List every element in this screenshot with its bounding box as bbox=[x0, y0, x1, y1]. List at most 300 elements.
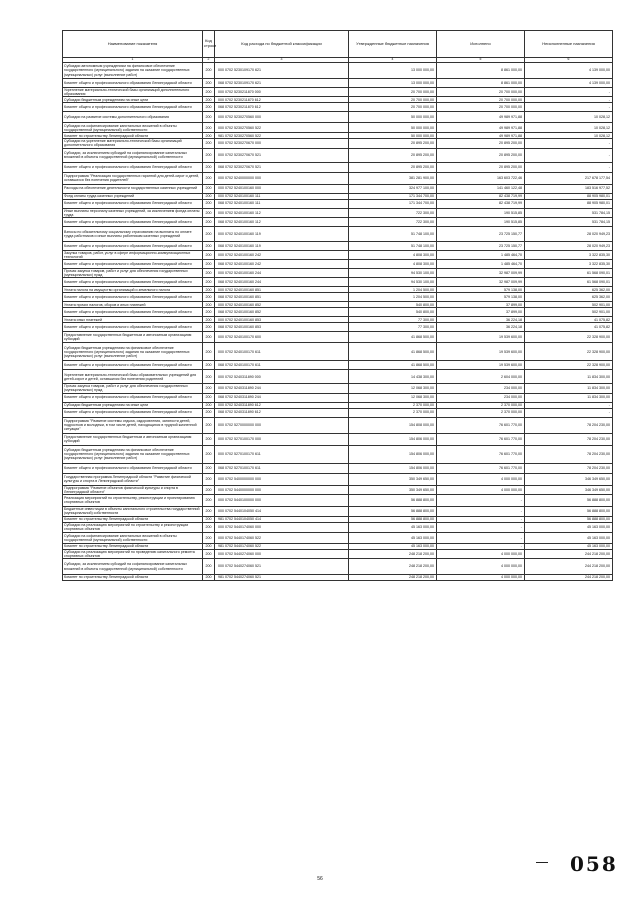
cell-unexecuted: 78 204 230,00 bbox=[525, 417, 613, 433]
table-body bbox=[63, 63, 613, 581]
cell-executed: 4 000 000,00 bbox=[437, 559, 525, 575]
cell-line-code: 200 bbox=[203, 199, 215, 208]
cell-unexecuted: 502 901,00 bbox=[525, 308, 613, 317]
table-row bbox=[63, 208, 613, 217]
cell-executed: 76 601 770,00 bbox=[437, 463, 525, 473]
cell-approved: 20 700 000,00 bbox=[349, 88, 437, 97]
cell-line-code: 200 bbox=[203, 133, 215, 139]
cell-line-code: 200 bbox=[203, 97, 215, 103]
cell-executed: 19 539 600,00 bbox=[437, 332, 525, 343]
cell-budget-code: 000 0702 5240311890 244 bbox=[215, 384, 349, 393]
table-row bbox=[63, 393, 613, 402]
cell-approved: 248 218 200,00 bbox=[349, 559, 437, 575]
cell-budget-code: 000 0702 5240100170 611 bbox=[215, 343, 349, 361]
cell-line-code: 200 bbox=[203, 63, 215, 79]
cell-budget-code: 000 0702 5240100160 853 bbox=[215, 317, 349, 323]
cell-line-code: 200 bbox=[203, 317, 215, 323]
cell-executed: 1 485 464,70 bbox=[437, 250, 525, 259]
cell-budget-code: 981 0702 5230270560 522 bbox=[215, 133, 349, 139]
column-number: 3 bbox=[215, 58, 349, 63]
cell-executed: 76 601 770,00 bbox=[437, 417, 525, 433]
cell-line-code: 200 bbox=[203, 172, 215, 184]
cell-indicator-name: Предоставление государственных бюджетным и автономным организациям субсидий bbox=[63, 332, 203, 343]
cell-unexecuted: 531 784,15 bbox=[525, 217, 613, 226]
cell-indicator-name: Комитет общего и профессионального образования Ленинградской области bbox=[63, 162, 203, 172]
cell-indicator-name: Уплата иных платежей bbox=[63, 317, 203, 323]
cell-line-code: 200 bbox=[203, 293, 215, 302]
cell-executed: 579 138,00 bbox=[437, 293, 525, 302]
cell-budget-code: 068 0702 5240100160 111 bbox=[215, 199, 349, 208]
cell-approved: 56 888 800,00 bbox=[349, 506, 437, 516]
header-approved: Утвержденные бюджетные назначения bbox=[349, 31, 437, 58]
cell-unexecuted: 217 678 177,54 bbox=[525, 172, 613, 184]
cell-unexecuted: 346 349 650,00 bbox=[525, 485, 613, 494]
cell-line-code: 200 bbox=[203, 361, 215, 370]
page-number: 56 bbox=[317, 876, 323, 882]
cell-approved: 171 344 700,00 bbox=[349, 199, 437, 208]
cell-approved: 154 806 000,00 bbox=[349, 445, 437, 463]
cell-unexecuted: 41 075,82 bbox=[525, 323, 613, 332]
cell-unexecuted: - bbox=[525, 162, 613, 172]
cell-approved: 94 530 100,00 bbox=[349, 269, 437, 278]
cell-indicator-name: Комитет общего и профессионального образования Ленинградской области bbox=[63, 217, 203, 226]
cell-executed: 4 000 000,00 bbox=[437, 549, 525, 558]
table-row bbox=[63, 506, 613, 516]
cell-budget-code: 068 0702 5240100160 112 bbox=[215, 217, 349, 226]
cell-budget-code: 000 0702 5440174060 522 bbox=[215, 532, 349, 543]
cell-budget-code: 000 0702 5240100160 852 bbox=[215, 302, 349, 308]
cell-unexecuted: - bbox=[525, 103, 613, 112]
cell-approved: 1 204 500,00 bbox=[349, 293, 437, 302]
cell-approved: 51 748 100,00 bbox=[349, 226, 437, 241]
cell-executed: 1 485 464,70 bbox=[437, 260, 525, 269]
cell-approved: 56 888 800,00 bbox=[349, 516, 437, 522]
cell-budget-code: 000 0702 5440104050 414 bbox=[215, 506, 349, 516]
cell-budget-code: 000 0702 5440000000 000 bbox=[215, 485, 349, 494]
cell-budget-code: 068 0702 5240100160 119 bbox=[215, 241, 349, 250]
cell-budget-code: 000 0702 5230270560 522 bbox=[215, 123, 349, 133]
cell-approved: 20 895 200,00 bbox=[349, 148, 437, 162]
cell-indicator-name: Субсидии бюджетным учреждениям на иные цели bbox=[63, 402, 203, 408]
cell-unexecuted: 244 218 200,00 bbox=[525, 559, 613, 575]
cell-budget-code: 000 0702 5240100160 242 bbox=[215, 250, 349, 259]
cell-approved: 51 748 100,00 bbox=[349, 241, 437, 250]
table-row bbox=[63, 408, 613, 417]
cell-line-code: 200 bbox=[203, 323, 215, 332]
cell-executed: 23 725 150,77 bbox=[437, 226, 525, 241]
cell-indicator-name: Комитет общего и профессионального образования Ленинградской области bbox=[63, 308, 203, 317]
cell-unexecuted: 45 163 000,00 bbox=[525, 522, 613, 532]
cell-approved: 350 349 650,00 bbox=[349, 485, 437, 494]
column-number: 5 bbox=[437, 58, 525, 63]
cell-unexecuted: 10 028,12 bbox=[525, 123, 613, 133]
cell-executed: 76 601 770,00 bbox=[437, 445, 525, 463]
cell-executed: 20 700 000,00 bbox=[437, 88, 525, 97]
cell-unexecuted: 625 362,00 bbox=[525, 293, 613, 302]
table-row bbox=[63, 260, 613, 269]
cell-approved: 381 281 900,00 bbox=[349, 172, 437, 184]
cell-unexecuted: 78 204 230,00 bbox=[525, 463, 613, 473]
cell-line-code: 200 bbox=[203, 162, 215, 172]
cell-unexecuted: 78 204 230,00 bbox=[525, 445, 613, 463]
cell-indicator-name: Подпрограмма "Реализация государственных гарантий для детей-сирот и детей, оставшихся без попечения родителей" bbox=[63, 172, 203, 184]
cell-unexecuted: 244 218 200,00 bbox=[525, 575, 613, 581]
table-row bbox=[63, 226, 613, 241]
cell-approved: 324 977 100,00 bbox=[349, 184, 437, 193]
cell-approved: 41 868 500,00 bbox=[349, 332, 437, 343]
cell-line-code: 200 bbox=[203, 226, 215, 241]
cell-line-code: 200 bbox=[203, 302, 215, 308]
cell-approved: 20 700 000,00 bbox=[349, 97, 437, 103]
cell-unexecuted: 61 568 090,01 bbox=[525, 278, 613, 287]
table-row bbox=[63, 162, 613, 172]
cell-line-code: 200 bbox=[203, 532, 215, 543]
cell-line-code: 200 bbox=[203, 278, 215, 287]
separator-dash bbox=[536, 862, 548, 863]
cell-approved: 350 349 650,00 bbox=[349, 473, 437, 485]
cell-unexecuted: 10 028,12 bbox=[525, 112, 613, 123]
cell-executed: 234 000,00 bbox=[437, 384, 525, 393]
cell-budget-code: 000 0702 5230270560 000 bbox=[215, 112, 349, 123]
column-number: 4 bbox=[349, 58, 437, 63]
cell-executed: 2 604 000,00 bbox=[437, 370, 525, 384]
header-budget-code: Код расхода по бюджетной классификации bbox=[215, 31, 349, 58]
cell-unexecuted: 61 568 090,01 bbox=[525, 269, 613, 278]
cell-line-code: 200 bbox=[203, 516, 215, 522]
cell-unexecuted: 11 834 300,00 bbox=[525, 370, 613, 384]
cell-line-code: 200 bbox=[203, 559, 215, 575]
cell-executed: 8 861 000,00 bbox=[437, 79, 525, 88]
column-number: 6 bbox=[525, 58, 613, 63]
cell-line-code: 200 bbox=[203, 522, 215, 532]
cell-executed: 20 700 000,00 bbox=[437, 97, 525, 103]
cell-line-code: 200 bbox=[203, 217, 215, 226]
cell-unexecuted: 88 905 980,01 bbox=[525, 193, 613, 199]
cell-indicator-name: Субсидии, за исключением субсидий на софинансирование капитальных вложений в объекты государственной (муниципальной) собственности bbox=[63, 148, 203, 162]
cell-indicator-name: Взносы по обязательному социальному страхованию на выплаты по оплате труда работников и иные выплаты работникам казенных учреждений bbox=[63, 226, 203, 241]
cell-approved: 13 000 000,00 bbox=[349, 63, 437, 79]
cell-approved: 20 895 200,00 bbox=[349, 162, 437, 172]
cell-budget-code: 000 0702 5240311890 000 bbox=[215, 370, 349, 384]
table-row bbox=[63, 370, 613, 384]
cell-approved: 4 808 300,00 bbox=[349, 250, 437, 259]
cell-approved: 45 163 000,00 bbox=[349, 522, 437, 532]
cell-budget-code: 981 0702 5440104050 414 bbox=[215, 516, 349, 522]
cell-budget-code: 000 0702 5240000000 000 bbox=[215, 172, 349, 184]
column-number: 1 bbox=[63, 58, 203, 63]
cell-executed: 32 987 009,99 bbox=[437, 278, 525, 287]
cell-budget-code: 068 0702 5230270670 521 bbox=[215, 162, 349, 172]
cell-approved: 20 700 000,00 bbox=[349, 103, 437, 112]
cell-executed: 190 515,85 bbox=[437, 217, 525, 226]
cell-indicator-name: Субсидии бюджетным учреждениям на финансовое обеспечение государственного (муниципального) задания на оказание государственных (муниципальных) услуг (выполнение работ) bbox=[63, 343, 203, 361]
cell-approved: 45 163 000,00 bbox=[349, 543, 437, 549]
cell-executed: 141 460 122,48 bbox=[437, 184, 525, 193]
table-row bbox=[63, 123, 613, 133]
cell-approved: 171 344 700,00 bbox=[349, 193, 437, 199]
table-row bbox=[63, 485, 613, 494]
cell-approved: 540 800,00 bbox=[349, 308, 437, 317]
cell-indicator-name: Комитет по строительству Ленинградской области bbox=[63, 516, 203, 522]
cell-line-code: 200 bbox=[203, 575, 215, 581]
cell-approved: 540 800,00 bbox=[349, 302, 437, 308]
cell-line-code: 200 bbox=[203, 269, 215, 278]
cell-line-code: 200 bbox=[203, 148, 215, 162]
cell-executed: 8 861 000,00 bbox=[437, 63, 525, 79]
cell-budget-code: 000 0702 5230270670 000 bbox=[215, 139, 349, 148]
cell-indicator-name: Комитет общего и профессионального образования Ленинградской области bbox=[63, 293, 203, 302]
cell-budget-code: 068 0702 5240100160 852 bbox=[215, 308, 349, 317]
cell-executed: 36 224,18 bbox=[437, 323, 525, 332]
cell-executed: 2 370 000,00 bbox=[437, 408, 525, 417]
table-row bbox=[63, 172, 613, 184]
cell-executed: 579 138,00 bbox=[437, 287, 525, 293]
cell-indicator-name: Субсидии бюджетным учреждениям на иные цели bbox=[63, 97, 203, 103]
cell-indicator-name: Комитет общего и профессионального образования Ленинградской области bbox=[63, 463, 203, 473]
cell-budget-code: 000 0702 5230211870 612 bbox=[215, 97, 349, 103]
cell-indicator-name: Комитет общего и профессионального образования Ленинградской области bbox=[63, 408, 203, 417]
table-row bbox=[63, 332, 613, 343]
cell-line-code: 200 bbox=[203, 485, 215, 494]
cell-approved: 248 218 200,00 bbox=[349, 575, 437, 581]
cell-line-code: 200 bbox=[203, 308, 215, 317]
table-row bbox=[63, 112, 613, 123]
cell-unexecuted: 28 020 949,23 bbox=[525, 241, 613, 250]
cell-unexecuted: - bbox=[525, 97, 613, 103]
cell-approved: 41 868 500,00 bbox=[349, 343, 437, 361]
cell-indicator-name: Субсидии автономным учреждениям на финансовое обеспечение государственного (муниципального) задания на оказание государственных (муниципальных) услуг (выполнение работ) bbox=[63, 63, 203, 79]
cell-line-code: 200 bbox=[203, 402, 215, 408]
cell-unexecuted: 11 834 300,00 bbox=[525, 384, 613, 393]
cell-approved: 2 370 000,00 bbox=[349, 402, 437, 408]
cell-approved: 1 204 500,00 bbox=[349, 287, 437, 293]
header-indicator-name: Наименование показателя bbox=[63, 31, 203, 58]
cell-approved: 45 163 000,00 bbox=[349, 532, 437, 543]
cell-approved: 2 370 000,00 bbox=[349, 408, 437, 417]
cell-budget-code: 000 0702 5240311890 612 bbox=[215, 402, 349, 408]
cell-indicator-name: Субсидии на укрепление материально-технической базы организаций дополнительного образования bbox=[63, 139, 203, 148]
cell-unexecuted: 502 901,00 bbox=[525, 302, 613, 308]
cell-line-code: 200 bbox=[203, 287, 215, 293]
cell-indicator-name: Комитет по строительству Ленинградской области bbox=[63, 575, 203, 581]
cell-budget-code: 068 0702 5240311890 244 bbox=[215, 393, 349, 402]
table-row bbox=[63, 549, 613, 558]
cell-approved: 14 438 300,00 bbox=[349, 370, 437, 384]
cell-unexecuted: - bbox=[525, 408, 613, 417]
cell-executed: 23 725 150,77 bbox=[437, 241, 525, 250]
table-header-row bbox=[63, 31, 613, 58]
cell-approved: 56 888 800,00 bbox=[349, 494, 437, 506]
cell-approved: 50 000 000,00 bbox=[349, 133, 437, 139]
cell-unexecuted: 4 139 000,00 bbox=[525, 79, 613, 88]
cell-indicator-name: Комитет общего и профессионального образования Ленинградской области bbox=[63, 103, 203, 112]
cell-budget-code: 000 0702 5240100160 000 bbox=[215, 184, 349, 193]
cell-unexecuted: 10 028,12 bbox=[525, 133, 613, 139]
cell-approved: 154 808 000,00 bbox=[349, 417, 437, 433]
table-row bbox=[63, 384, 613, 393]
cell-unexecuted: 3 322 835,30 bbox=[525, 250, 613, 259]
cell-executed: 234 000,00 bbox=[437, 393, 525, 402]
header-line-code: Код строки bbox=[203, 31, 215, 58]
cell-indicator-name: Уплата прочих налогов, сборов и иных платежей bbox=[63, 302, 203, 308]
cell-unexecuted: 56 888 800,00 bbox=[525, 516, 613, 522]
cell-line-code: 200 bbox=[203, 549, 215, 558]
cell-budget-code: 000 0702 5270100170 611 bbox=[215, 445, 349, 463]
cell-indicator-name: Иные выплаты персоналу казенных учреждений, за исключением фонда оплаты труда bbox=[63, 208, 203, 217]
cell-unexecuted: 56 888 800,00 bbox=[525, 494, 613, 506]
cell-executed: 19 539 600,00 bbox=[437, 343, 525, 361]
cell-budget-code: 000 0702 5440174060 000 bbox=[215, 522, 349, 532]
table-row bbox=[63, 361, 613, 370]
cell-indicator-name: Комитет общего и профессионального образования Ленинградской области bbox=[63, 278, 203, 287]
cell-line-code: 200 bbox=[203, 473, 215, 485]
cell-indicator-name: Субсидии бюджетным учреждениям на финансовое обеспечение государственного (муниципального) задания на оказание государственных (муниципальных) услуг (выполнение работ) bbox=[63, 445, 203, 463]
table-row bbox=[63, 433, 613, 445]
cell-approved: 77 300,00 bbox=[349, 317, 437, 323]
cell-budget-code: 981 0702 5440274060 521 bbox=[215, 575, 349, 581]
cell-approved: 41 868 500,00 bbox=[349, 361, 437, 370]
cell-unexecuted: 531 784,15 bbox=[525, 208, 613, 217]
cell-unexecuted: - bbox=[525, 139, 613, 148]
cell-line-code: 200 bbox=[203, 88, 215, 97]
cell-line-code: 200 bbox=[203, 445, 215, 463]
cell-executed: 4 000 000,00 bbox=[437, 485, 525, 494]
cell-executed: 49 989 971,88 bbox=[437, 112, 525, 123]
cell-line-code: 200 bbox=[203, 543, 215, 549]
cell-line-code: 200 bbox=[203, 250, 215, 259]
cell-indicator-name: Прочая закупка товаров, работ и услуг для обеспечения государственных (муниципальных) нужд bbox=[63, 269, 203, 278]
cell-approved: 248 218 200,00 bbox=[349, 549, 437, 558]
cell-executed: - bbox=[437, 494, 525, 506]
cell-indicator-name: Подпрограмма "Развитие объектов физической культуры и спорта в Ленинградской области" bbox=[63, 485, 203, 494]
cell-executed: - bbox=[437, 506, 525, 516]
cell-unexecuted: 3 322 835,30 bbox=[525, 260, 613, 269]
cell-executed: 20 700 000,00 bbox=[437, 103, 525, 112]
cell-budget-code: 068 0702 5230211870 612 bbox=[215, 103, 349, 112]
cell-line-code: 200 bbox=[203, 241, 215, 250]
cell-executed: 2 370 000,00 bbox=[437, 402, 525, 408]
table-row bbox=[63, 63, 613, 79]
cell-line-code: 200 bbox=[203, 79, 215, 88]
cell-indicator-name: Укрепление материально-технической базы образовательных учреждений для детей-сирот и детей, оставшихся без попечения родителей bbox=[63, 370, 203, 384]
cell-budget-code: 000 0702 5400000000 000 bbox=[215, 473, 349, 485]
cell-executed: - bbox=[437, 516, 525, 522]
cell-line-code: 200 bbox=[203, 433, 215, 445]
cell-approved: 77 300,00 bbox=[349, 323, 437, 332]
cell-budget-code: 000 0702 5230270670 521 bbox=[215, 148, 349, 162]
cell-executed: 37 899,00 bbox=[437, 308, 525, 317]
column-number: 2 bbox=[203, 58, 215, 63]
cell-line-code: 200 bbox=[203, 103, 215, 112]
table-row bbox=[63, 241, 613, 250]
cell-unexecuted: 22 328 900,00 bbox=[525, 343, 613, 361]
cell-line-code: 200 bbox=[203, 139, 215, 148]
cell-line-code: 200 bbox=[203, 332, 215, 343]
table-row bbox=[63, 103, 613, 112]
cell-line-code: 200 bbox=[203, 408, 215, 417]
cell-line-code: 200 bbox=[203, 417, 215, 433]
table-row bbox=[63, 217, 613, 226]
cell-line-code: 200 bbox=[203, 193, 215, 199]
cell-budget-code: 068 0702 5240100160 853 bbox=[215, 323, 349, 332]
cell-executed: - bbox=[437, 522, 525, 532]
cell-executed: 49 989 971,88 bbox=[437, 133, 525, 139]
cell-executed: 82 438 719,99 bbox=[437, 193, 525, 199]
cell-unexecuted: 4 139 000,00 bbox=[525, 63, 613, 79]
cell-approved: 4 808 300,00 bbox=[349, 260, 437, 269]
table-row bbox=[63, 293, 613, 302]
table-row bbox=[63, 343, 613, 361]
budget-execution-table bbox=[62, 30, 613, 581]
cell-indicator-name: Реализация мероприятий по строительству, реконструкции и проектированию спортивных объектов bbox=[63, 494, 203, 506]
cell-budget-code: 068 0702 5240100170 611 bbox=[215, 361, 349, 370]
cell-line-code: 200 bbox=[203, 370, 215, 384]
cell-unexecuted: - bbox=[525, 148, 613, 162]
cell-line-code: 200 bbox=[203, 463, 215, 473]
cell-indicator-name: Бюджетные инвестиции в объекты капитального строительства государственной (муниципальной) собственности bbox=[63, 506, 203, 516]
cell-budget-code: 000 0702 5270100170 000 bbox=[215, 433, 349, 445]
cell-line-code: 200 bbox=[203, 393, 215, 402]
header-unexecuted: Неисполненные назначения bbox=[525, 31, 613, 58]
cell-budget-code: 000 0702 5240100160 111 bbox=[215, 193, 349, 199]
cell-unexecuted: 22 328 900,00 bbox=[525, 361, 613, 370]
cell-indicator-name: Расходы на обеспечение деятельности государственных казенных учреждений bbox=[63, 184, 203, 193]
cell-budget-code: 068 0702 5270100170 611 bbox=[215, 463, 349, 473]
cell-approved: 722 300,00 bbox=[349, 208, 437, 217]
cell-indicator-name: Субсидии на реализацию мероприятий по строительству и реконструкции спортивных объектов bbox=[63, 522, 203, 532]
cell-budget-code: 068 0702 5230109170 621 bbox=[215, 79, 349, 88]
cell-indicator-name: Уплата налога на имущество организаций и земельного налога bbox=[63, 287, 203, 293]
cell-indicator-name: Прочая закупка товаров, работ и услуг для обеспечения государственных (муниципальных) нужд bbox=[63, 384, 203, 393]
cell-executed: - bbox=[437, 532, 525, 543]
cell-executed: 76 601 770,00 bbox=[437, 433, 525, 445]
stamp-number: 058 bbox=[570, 852, 618, 876]
cell-indicator-name: Субсидии на софинансирование капитальных вложений в объекты государственной (муниципальной) собственности bbox=[63, 123, 203, 133]
cell-approved: 20 895 200,00 bbox=[349, 139, 437, 148]
cell-indicator-name: Субсидии на развитие системы дополнительного образования bbox=[63, 112, 203, 123]
cell-approved: 50 000 000,00 bbox=[349, 123, 437, 133]
cell-executed: 36 224,18 bbox=[437, 317, 525, 323]
cell-budget-code: 000 0702 5440274060 521 bbox=[215, 559, 349, 575]
cell-executed: 20 895 200,00 bbox=[437, 148, 525, 162]
table-row bbox=[63, 308, 613, 317]
cell-indicator-name: Подпрограмма "Развитие системы отдыха, оздоровления, занятости детей, подростков и молодежи, в том числе детей, находящихся в трудной жизненной ситуации" bbox=[63, 417, 203, 433]
cell-budget-code: 068 0702 5240311890 612 bbox=[215, 408, 349, 417]
cell-budget-code: 068 0702 5240100160 851 bbox=[215, 293, 349, 302]
cell-unexecuted: 45 163 000,00 bbox=[525, 543, 613, 549]
cell-budget-code: 000 0702 5230109170 621 bbox=[215, 63, 349, 79]
table-row bbox=[63, 269, 613, 278]
cell-indicator-name: Закупка товаров, работ, услуг в сфере информационно-коммуникационных технологий bbox=[63, 250, 203, 259]
cell-executed: 20 895 200,00 bbox=[437, 139, 525, 148]
table-row bbox=[63, 278, 613, 287]
cell-budget-code: 000 0702 5240100170 600 bbox=[215, 332, 349, 343]
cell-indicator-name: Предоставление государственных бюджетным и автономным организациям субсидий bbox=[63, 433, 203, 445]
cell-budget-code: 000 0702 5440274060 000 bbox=[215, 549, 349, 558]
cell-indicator-name: Укрепление материально-технической базы организаций дополнительного образования bbox=[63, 88, 203, 97]
table-row bbox=[63, 88, 613, 97]
cell-indicator-name: Субсидии на софинансирование капитальных вложений в объекты государственной (муниципальной) собственности bbox=[63, 532, 203, 543]
cell-approved: 12 068 300,00 bbox=[349, 393, 437, 402]
table-row bbox=[63, 463, 613, 473]
header-executed: Исполнено bbox=[437, 31, 525, 58]
cell-budget-code: 000 0702 5270000000 000 bbox=[215, 417, 349, 433]
cell-approved: 154 806 000,00 bbox=[349, 463, 437, 473]
cell-budget-code: 000 0702 5230211870 000 bbox=[215, 88, 349, 97]
table-row bbox=[63, 199, 613, 208]
cell-line-code: 200 bbox=[203, 494, 215, 506]
cell-indicator-name: Комитет общего и профессионального образования Ленинградской области bbox=[63, 323, 203, 332]
